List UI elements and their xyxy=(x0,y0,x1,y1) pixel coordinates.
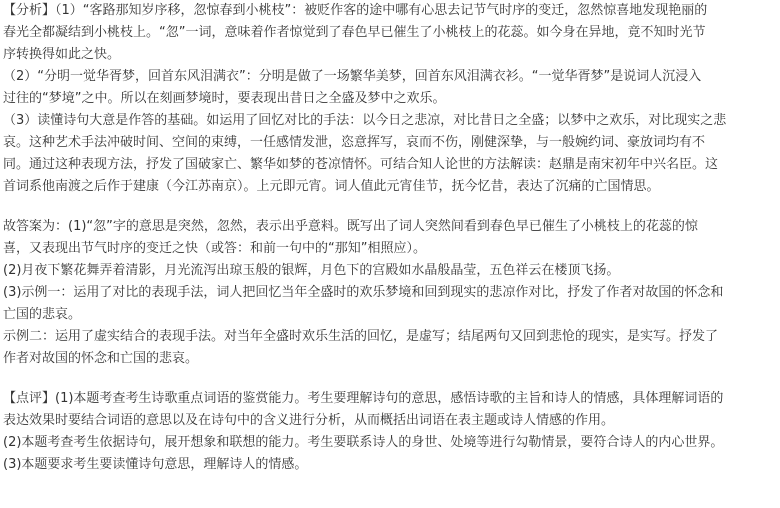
section-gap xyxy=(3,370,777,388)
comment-line: 【点评】(1)本题考查考生诗歌重点词语的鉴赏能力。考生要理解诗句的意思，感悟诗歌的主旨和诗人的情感，具体理解词语的 xyxy=(3,391,724,406)
analysis-line: 同。通过这种表现方法，抒发了国破家亡、繁华如梦的苍凉情怀。可结合知人论世的方法解读：赵鼎是南宋初年中兴名臣。这 xyxy=(3,157,719,172)
comment-line: 表达效果时要结合词语的意思以及在诗句中的含义进行分析，从而概括出词语在表主题或诗人情感的作用。 xyxy=(3,413,615,428)
analysis-line: 首词系他南渡之后作于建康（今江苏南京）。上元即元宵。词人值此元宵佳节，抚今忆昔，表达了沉痛的亡国情思。 xyxy=(3,179,660,194)
answer-line: 喜，又表现出节气时序的变迁之快（或答：和前一句中的“那知”相照应）。 xyxy=(3,241,426,256)
comment-section xyxy=(3,388,777,476)
answer-line: 作者对故国的怀念和亡国的悲哀。 xyxy=(3,351,199,366)
analysis-line: 哀。这种艺术手法冲破时间、空间的束缚，一任感情发泄，恣意挥写，哀而不伤，刚健深挚，与一般婉约词、豪放词均有不 xyxy=(3,135,706,150)
answer-line: (3)示例一：运用了对比的表现手法，词人把回忆当年全盛时的欢乐梦境和回到现实的悲凉作对比，抒发了作者对故国的怀念和 xyxy=(3,285,724,300)
answer-section xyxy=(3,216,777,370)
analysis-line: （2）“分明一觉华胥梦，回首东风泪满衣”：分明是做了一场繁华美梦，回首东风泪满衣衫。“一觉华胥梦”是说词人沉浸入 xyxy=(3,69,702,84)
analysis-line: （3）读懂诗句大意是作答的基础。如运用了回忆对比的手法：以今日之悲凉，对比昔日之全盛；以梦中之欢乐，对比现实之悲 xyxy=(3,113,727,128)
answer-line: 示例二：运用了虚实结合的表现手法。对当年全盛时欢乐生活的回忆，是虚写；结尾两句又回到悲怆的现实，是实写。抒发了 xyxy=(3,329,719,344)
answer-line: (2)月夜下繁花舞弄着清影，月光流泻出琼玉般的银辉，月色下的宫殿如水晶般晶莹，五色祥云在楼顶飞扬。 xyxy=(3,263,620,278)
comment-line: (3)本题要求考生要读懂诗句意思，理解诗人的情感。 xyxy=(3,457,308,472)
section-gap xyxy=(3,198,777,216)
analysis-line: 过往的“梦境”之中。所以在刻画梦境时，要表现出昔日之全盛及梦中之欢乐。 xyxy=(3,91,446,106)
analysis-line: 序转换得如此之快。 xyxy=(3,47,121,62)
analysis-line: 【分析】（1）“客路那知岁序移，忽惊春到小桃枝”：被贬作客的途中哪有心思去记节气时序的变迁，忽然惊喜地发现艳丽的 xyxy=(3,3,708,18)
answer-line: 故答案为：(1)“忽”字的意思是突然，忽然，表示出乎意料。既写出了词人突然间看到春色早已催生了小桃枝上的花蕊的惊 xyxy=(3,219,698,234)
analysis-section xyxy=(3,0,777,198)
answer-line: 亡国的悲哀。 xyxy=(3,307,82,322)
comment-line: (2)本题考查考生依据诗句，展开想象和联想的能力。考生要联系诗人的身世、处境等进行勾勒情景，要符合诗人的内心世界。 xyxy=(3,435,724,450)
analysis-line: 春光全都凝结到小桃枝上。“忽”一词，意味着作者惊觉到了春色早已催生了小桃枝上的花蕊。如今身在异地，竟不知时光节 xyxy=(3,25,706,40)
